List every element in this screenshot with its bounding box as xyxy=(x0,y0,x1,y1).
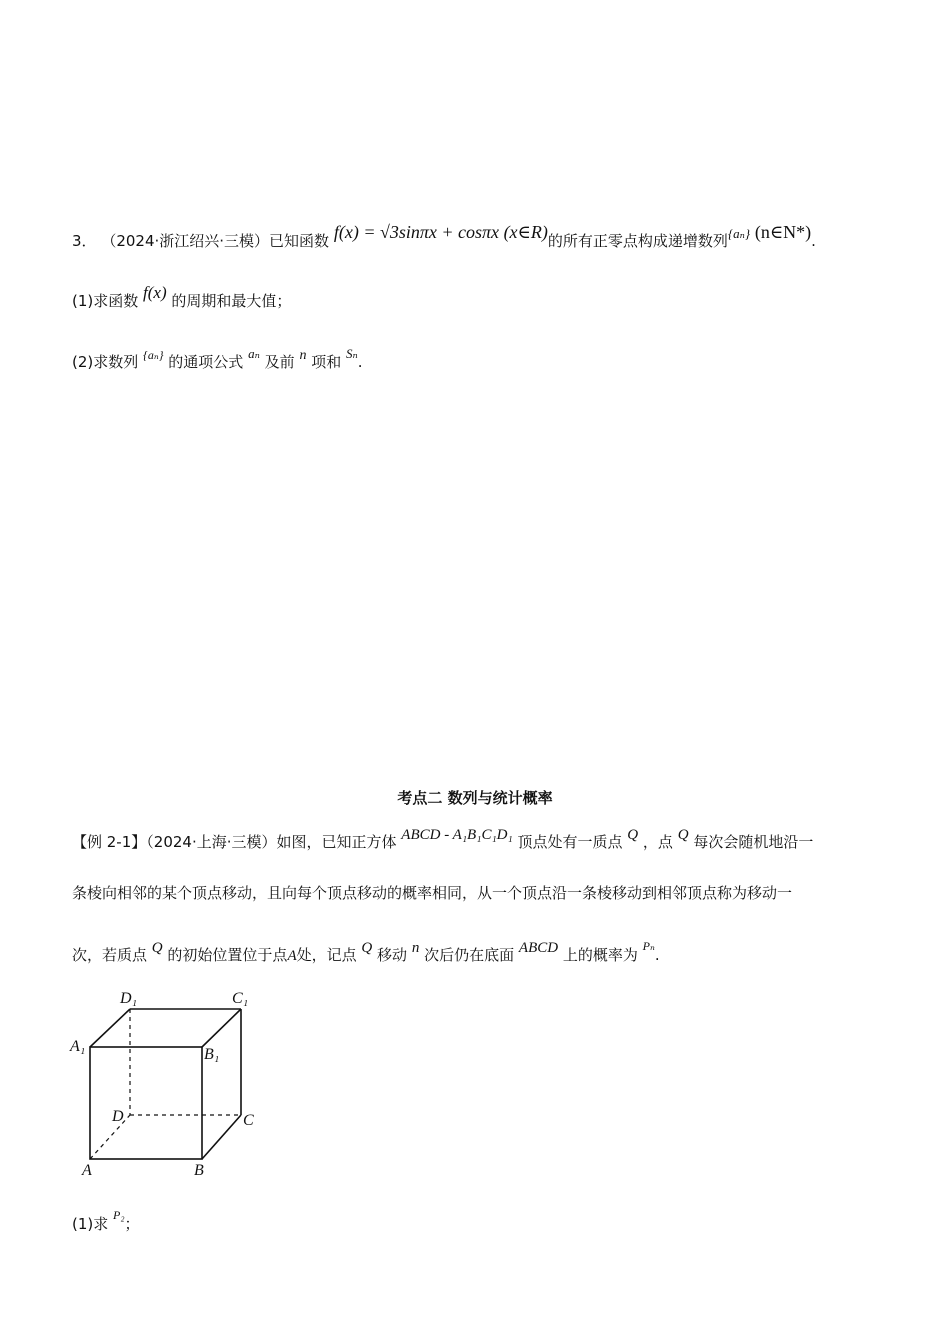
period: . xyxy=(357,353,363,371)
label-D: D xyxy=(112,1108,124,1125)
example-text-4: 每次会随机地沿一 xyxy=(693,833,814,851)
part-2-prefix: (2)求数列 xyxy=(72,353,139,371)
part-1-suffix: 的周期和最大值； xyxy=(171,292,292,310)
example-line-1 xyxy=(72,827,814,853)
example-text-2: 顶点处有一质点 xyxy=(517,833,623,851)
edge-AD-hidden xyxy=(90,1115,130,1159)
label-A1: A₁ xyxy=(70,1038,86,1055)
section-heading: 考点二 数列与统计概率 xyxy=(397,789,553,807)
example-line-2: 条棱向相邻的某个顶点移动，且向每个顶点移动的概率相同，从一个顶点沿一条棱移动到相邻顶点称为移动一 xyxy=(72,884,793,902)
Q-symbol: Q xyxy=(627,827,639,843)
P2-symbol: P₂ xyxy=(113,1208,125,1222)
part-2-text-2: 及前 xyxy=(264,353,295,371)
an-symbol: aₙ xyxy=(248,346,260,361)
example-text: 上的概率为 xyxy=(562,946,638,964)
fx-symbol: f(x) xyxy=(143,283,167,302)
Sn-symbol: Sₙ xyxy=(346,346,358,361)
part-1-prefix: (1)求函数 xyxy=(72,292,139,310)
edge-A1D1 xyxy=(90,1009,130,1047)
semicolon: ； xyxy=(124,1215,140,1233)
label-C1: C₁ xyxy=(232,990,249,1007)
problem-number: 3． xyxy=(72,232,97,250)
cube-front-face xyxy=(90,1047,202,1159)
problem-source: （2024·浙江绍兴·三模） xyxy=(101,232,270,250)
example-source: （2024·上海·三模） xyxy=(146,833,277,851)
part-1-prefix: (1)求 xyxy=(72,1215,109,1233)
ABCD-symbol: ABCD xyxy=(518,940,559,956)
example-text-3: ，点 xyxy=(642,833,673,851)
problem-3-statement xyxy=(72,222,816,252)
example-text: 次后仍在底面 xyxy=(424,946,515,964)
example-text: 的初始位置位于点 xyxy=(167,946,288,964)
problem-3-part-2 xyxy=(72,346,363,374)
example-text-1: 如图，已知正方体 xyxy=(276,833,397,851)
Pn-symbol: Pₙ xyxy=(642,939,655,953)
example-part-1 xyxy=(72,1208,140,1235)
label-B1: B₁ xyxy=(204,1046,220,1063)
sequence-symbol: {aₙ} xyxy=(143,348,164,362)
Q-symbol: Q xyxy=(151,940,163,956)
period: . xyxy=(654,946,660,964)
label-C: C xyxy=(243,1112,254,1129)
n-symbol: n xyxy=(411,940,420,956)
part-2-text-1: 的通项公式 xyxy=(168,353,244,371)
sequence-domain: (n∈N*) xyxy=(754,222,812,242)
function-formula: f(x) = √3sinπx + cosπx (x∈R) xyxy=(333,222,548,242)
example-label: 【例 2-1】 xyxy=(72,833,147,851)
example-text: 处，记点 xyxy=(296,946,357,964)
label-D1: D₁ xyxy=(120,990,138,1007)
problem-intro: 已知函数 xyxy=(269,232,330,250)
label-A: A xyxy=(82,1162,92,1179)
example-text: 次，若质点 xyxy=(72,946,148,964)
cube-figure xyxy=(60,985,280,1185)
label-B: B xyxy=(194,1162,204,1179)
edge-BC xyxy=(202,1115,241,1159)
Q-symbol: Q xyxy=(361,940,373,956)
Q-symbol: Q xyxy=(677,827,689,843)
part-2-text-3: 项和 xyxy=(311,353,342,371)
A-symbol: A xyxy=(287,948,297,964)
problem-3-part-1 xyxy=(72,283,292,311)
example-text: 移动 xyxy=(377,946,408,964)
sequence-an: {aₙ} xyxy=(727,226,751,241)
n-symbol: n xyxy=(299,348,307,363)
problem-mid: 的所有正零点构成递增数列 xyxy=(547,232,728,250)
period: . xyxy=(811,232,816,250)
example-line-3 xyxy=(72,939,660,966)
edge-B1C1 xyxy=(202,1009,241,1047)
cube-name: ABCD - A₁B₁C₁D₁ xyxy=(401,827,513,843)
